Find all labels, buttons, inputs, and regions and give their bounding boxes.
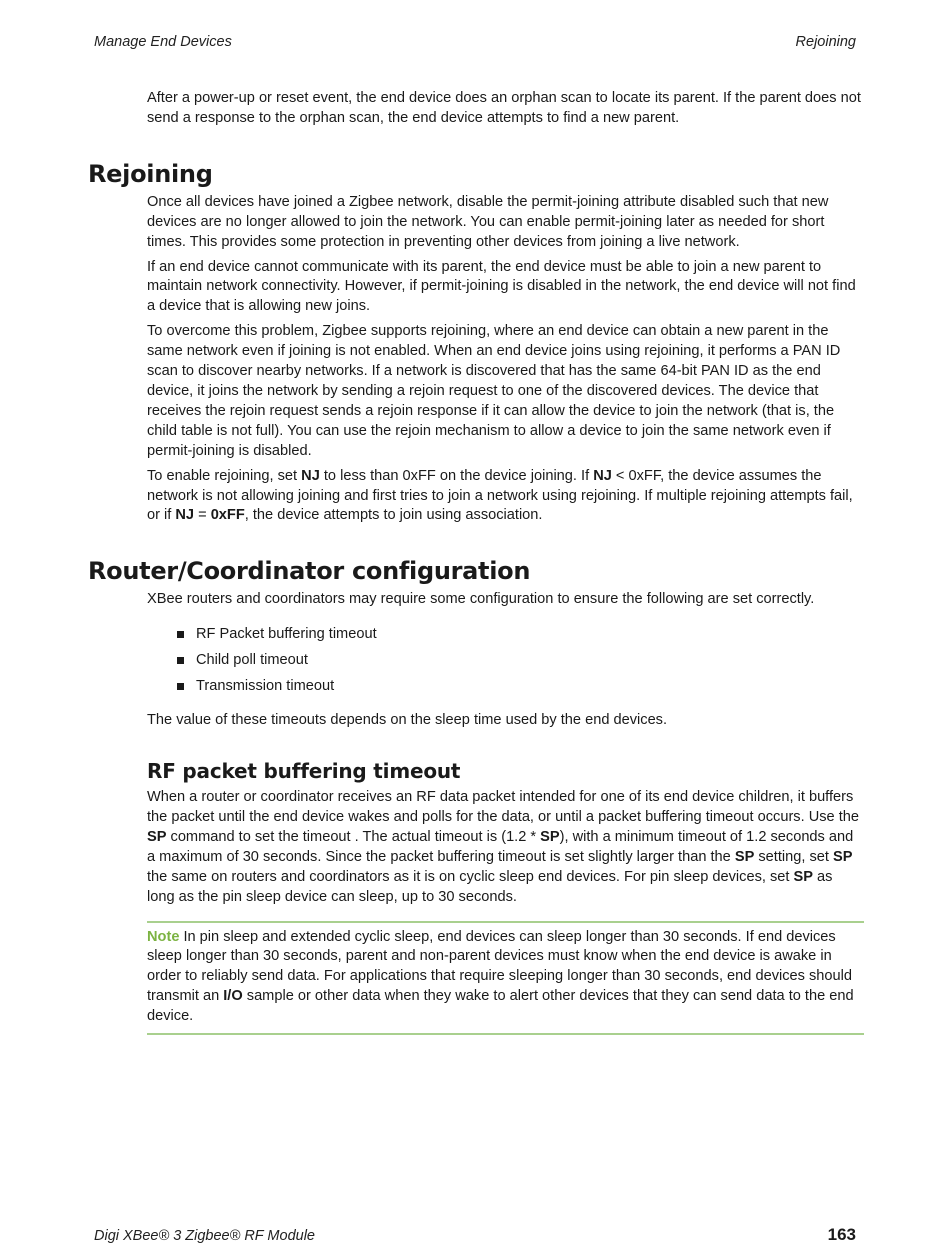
sp-command: SP [793, 868, 813, 885]
list-item: RF Packet buffering timeout [177, 621, 864, 647]
bullet-square-icon [177, 683, 184, 690]
nj-value: 0xFF [210, 507, 245, 524]
header-chapter-title: Manage End Devices [94, 34, 232, 50]
list-item: Child poll timeout [177, 647, 864, 673]
timeout-list [177, 621, 864, 699]
router-config-closing: The value of these timeouts depends on the sleep time used by the end devices. [147, 712, 668, 729]
io-term: I/O [223, 988, 243, 1005]
rejoining-section [147, 193, 864, 527]
header-section-title: Rejoining [795, 34, 856, 50]
running-footer [94, 1225, 856, 1245]
nj-command: NJ [301, 467, 320, 484]
list-item: Transmission timeout [177, 673, 864, 699]
intro-section [147, 89, 864, 129]
rejoining-heading: Rejoining [88, 159, 213, 188]
router-config-intro: XBee routers and coordinators may require some configuration to ensure the following are set correctly. [147, 591, 815, 608]
note-box: Note In pin sleep and extended cyclic sleep, end devices can sleep longer than 30 seconds. If end devices sleep longer than 30 seconds, parent and non-parent devices must know when the end device is awake in order to reliably send data. For applications that require sleeping longer than 30 seconds, end devices should transmit an I/O sample or other data when they wake to alert other devices that they can send data to the end device. [147, 921, 864, 1036]
rejoining-paragraph-4: To enable rejoining, set NJ to less than 0xFF on the device joining. If NJ < 0xFF, the device assumes the network is not allowing joining and first tries to join a network using rejoining. If multiple rejoining attempts fail, or if NJ = 0xFF, the device attempts to join using association. [147, 467, 853, 524]
rf-buffering-paragraph: When a router or coordinator receives an RF data packet intended for one of its end device children, it buffers the packet until the end device wakes and polls for the data, or until a packet buffering timeout occurs. Use the SP command to set the timeout . The actual timeout is (1.2 * SP), with a minimum timeout of 1.2 seconds and a maximum of 30 seconds. Since the packet buffering timeout is set slightly larger than the SP setting, set SP the same on routers and coordinators as it is on cyclic sleep end devices. For pin sleep devices, set SP as long as the pin sleep device can sleep, up to 30 seconds. [147, 789, 860, 905]
page-content [88, 89, 864, 1035]
nj-command: NJ [593, 467, 612, 484]
sp-command: SP [147, 828, 167, 845]
rf-buffering-section [147, 788, 864, 1035]
rejoining-paragraph-2: If an end device cannot communicate with its parent, the end device must be able to join a new parent to maintain network connectivity. However, if permit-joining is disabled in the network, the end device will not find a device that is allowing new joins. [147, 258, 856, 315]
sp-command: SP [540, 828, 560, 845]
router-config-heading: Router/Coordinator configuration [88, 557, 531, 586]
footer-document-title: Digi XBee® 3 Zigbee® RF Module [94, 1228, 315, 1244]
rejoining-paragraph-1: Once all devices have joined a Zigbee network, disable the permit-joining attribute disabled such that new devices are no longer allowed to join the network. You can enable permit-joining later as needed for short times. This provides some protection in preventing other devices from joining a live network. [147, 193, 829, 250]
page-number: 163 [827, 1225, 856, 1244]
rejoining-paragraph-3: To overcome this problem, Zigbee supports rejoining, where an end device can obtain a new parent in the same network even if joining is not enabled. When an end device joins using rejoining, it performs a PAN ID scan to discover nearby networks. If a network is discovered that has the same 64-bit PAN ID as the end device, it joins the network by sending a rejoin request to one of the discovered devices. The device that receives the rejoin request sends a rejoin response if it can allow the device to join the network (that is, the child table is not full). You can use the rejoin mechanism to allow a device to join the same network even if permit-joining is disabled. [147, 323, 841, 459]
bullet-square-icon [177, 631, 184, 638]
rf-buffering-heading: RF packet buffering timeout [147, 759, 461, 784]
nj-command: NJ [175, 507, 195, 524]
bullet-square-icon [177, 657, 184, 664]
sp-command: SP [833, 848, 853, 865]
running-header [94, 34, 856, 50]
intro-paragraph: After a power-up or reset event, the end device does an orphan scan to locate its parent. If the parent does not send a response to the orphan scan, the end device attempts to find a new parent. [147, 90, 861, 126]
note-label: Note [147, 928, 180, 945]
sp-command: SP [734, 848, 755, 865]
router-config-section [147, 590, 864, 731]
